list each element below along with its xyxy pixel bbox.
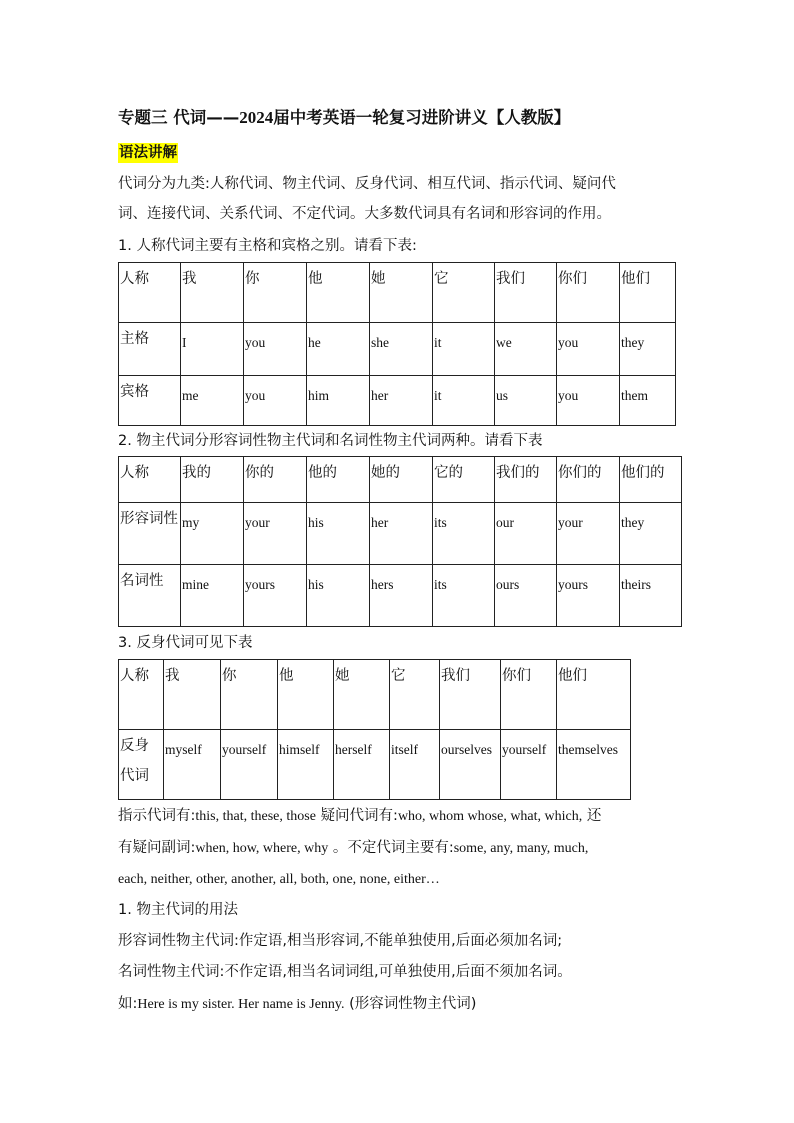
table-cell: yourself xyxy=(501,730,557,800)
table-cell: your xyxy=(244,503,307,565)
table-cell: you xyxy=(244,376,307,426)
table-cell: its xyxy=(433,565,495,627)
demo-line-2 xyxy=(118,838,588,859)
table-cell: ours xyxy=(495,565,557,627)
table-row xyxy=(119,323,676,376)
table-possessive-pronouns xyxy=(118,456,682,627)
table-cell: us xyxy=(495,376,557,426)
rule-adjectival-possessive: 形容词性物主代词:作定语,相当形容词,不能单独使用,后面必须加名词; xyxy=(118,933,563,949)
row-label-cell: 名词性 xyxy=(119,565,181,627)
header-cell: 我 xyxy=(164,660,221,730)
table-cell: theirs xyxy=(620,565,682,627)
header-cell: 你 xyxy=(244,263,307,323)
heading-personal-pronouns: 1. 人称代词主要有主格和宾格之别。请看下表: xyxy=(118,238,417,254)
table-cell: your xyxy=(557,503,620,565)
header-cell: 她的 xyxy=(370,457,433,503)
header-cell: 我 xyxy=(181,263,244,323)
header-cell: 他们 xyxy=(620,263,676,323)
table-cell: himself xyxy=(278,730,334,800)
table-cell: they xyxy=(620,503,682,565)
table-cell: yourself xyxy=(221,730,278,800)
text-span: (形容词性物主代词) xyxy=(344,996,477,1012)
table-cell: themselves xyxy=(557,730,631,800)
text-span: 。不定代词主要有: xyxy=(328,840,454,856)
heading-possessive-usage: 1. 物主代词的用法 xyxy=(118,902,238,918)
text-span: 如: xyxy=(118,996,138,1012)
row-label-cell: 宾格 xyxy=(119,376,181,426)
table-cell: he xyxy=(307,323,370,376)
header-cell: 人称 xyxy=(119,457,181,503)
text-span: some, any, many, much, xyxy=(453,841,589,856)
row-label-cell: 形容词性 xyxy=(119,503,181,565)
table-cell: you xyxy=(557,376,620,426)
table-cell: her xyxy=(370,376,433,426)
table-cell: it xyxy=(433,376,495,426)
table-row xyxy=(119,730,631,800)
header-cell: 她 xyxy=(370,263,433,323)
text-span: 指示代词有: xyxy=(118,808,196,824)
header-cell: 你们的 xyxy=(557,457,620,503)
table-row xyxy=(119,565,682,627)
header-cell: 你 xyxy=(221,660,278,730)
table-cell: ourselves xyxy=(440,730,501,800)
text-span: who, whom whose, what, which, xyxy=(397,809,583,824)
header-cell: 她 xyxy=(334,660,390,730)
table-reflexive-pronouns xyxy=(118,659,631,800)
table-cell: they xyxy=(620,323,676,376)
header-cell: 他 xyxy=(278,660,334,730)
table-header-row xyxy=(119,457,682,503)
table-header-row xyxy=(119,263,676,323)
table-cell: yours xyxy=(557,565,620,627)
table-cell: hers xyxy=(370,565,433,627)
table-cell: you xyxy=(244,323,307,376)
table-cell: she xyxy=(370,323,433,376)
header-cell: 你的 xyxy=(244,457,307,503)
table-cell: we xyxy=(495,323,557,376)
header-cell: 它的 xyxy=(433,457,495,503)
table-cell: me xyxy=(181,376,244,426)
heading-possessive-pronouns: 2. 物主代词分形容词性物主代词和名词性物主代词两种。请看下表 xyxy=(118,433,543,449)
table-cell: his xyxy=(307,503,370,565)
rule-nominal-possessive: 名词性物主代词:不作定语,相当名词词组,可单独使用,后面不须加名词。 xyxy=(118,964,572,980)
header-cell: 我们 xyxy=(440,660,501,730)
header-cell: 人称 xyxy=(119,660,164,730)
text-span: this, that, these, those xyxy=(195,809,316,824)
section-tag-grammar: 语法讲解 xyxy=(119,145,177,161)
table-cell: his xyxy=(307,565,370,627)
table-cell: our xyxy=(495,503,557,565)
table-cell: my xyxy=(181,503,244,565)
table-cell: myself xyxy=(164,730,221,800)
intro-line-2: 词、连接代词、关系代词、不定代词。大多数代词具有名词和形容词的作用。 xyxy=(118,206,611,222)
header-cell: 人称 xyxy=(119,263,181,323)
header-cell: 他们 xyxy=(557,660,631,730)
table-personal-pronouns xyxy=(118,262,676,426)
header-cell: 它 xyxy=(390,660,440,730)
table-cell: mine xyxy=(181,565,244,627)
header-cell: 他 xyxy=(307,263,370,323)
header-cell: 它 xyxy=(433,263,495,323)
title-part2: 届中考英语一轮复习进阶讲义【人教版】 xyxy=(273,108,571,127)
table-row xyxy=(119,503,682,565)
row-label-cell: 反身代词 xyxy=(119,730,164,800)
header-cell: 他们的 xyxy=(620,457,682,503)
header-cell: 他的 xyxy=(307,457,370,503)
table-cell: yours xyxy=(244,565,307,627)
table-row xyxy=(119,376,676,426)
table-cell: them xyxy=(620,376,676,426)
table-cell: her xyxy=(370,503,433,565)
header-cell: 我们的 xyxy=(495,457,557,503)
example-sentence xyxy=(118,994,476,1015)
row-label-cell: 主格 xyxy=(119,323,181,376)
demo-line-3: each, neither, other, another, all, both, one, none, either… xyxy=(118,872,440,887)
text-span: 有疑问副词: xyxy=(118,840,196,856)
header-cell: 我的 xyxy=(181,457,244,503)
table-cell: it xyxy=(433,323,495,376)
text-span: Here is my sister. Her name is Jenny. xyxy=(137,997,345,1012)
table-cell: herself xyxy=(334,730,390,800)
title-part1: 专题三 代词—— xyxy=(118,108,240,127)
table-cell: you xyxy=(557,323,620,376)
text-span: 疑问代词有: xyxy=(315,808,398,824)
intro-line-1: 代词分为九类:人称代词、物主代词、反身代词、相互代词、指示代词、疑问代 xyxy=(118,176,616,192)
header-cell: 我们 xyxy=(495,263,557,323)
table-cell: itself xyxy=(390,730,440,800)
header-cell: 你们 xyxy=(557,263,620,323)
header-cell: 你们 xyxy=(501,660,557,730)
document-title xyxy=(118,104,570,128)
text-span: 还 xyxy=(582,808,602,824)
table-cell: its xyxy=(433,503,495,565)
text-span: when, how, where, why xyxy=(195,841,329,856)
title-year: 2024 xyxy=(239,108,274,127)
table-cell: him xyxy=(307,376,370,426)
table-cell: I xyxy=(181,323,244,376)
demo-line-1 xyxy=(118,806,601,827)
heading-reflexive-pronouns: 3. 反身代词可见下表 xyxy=(118,635,253,651)
table-header-row xyxy=(119,660,631,730)
